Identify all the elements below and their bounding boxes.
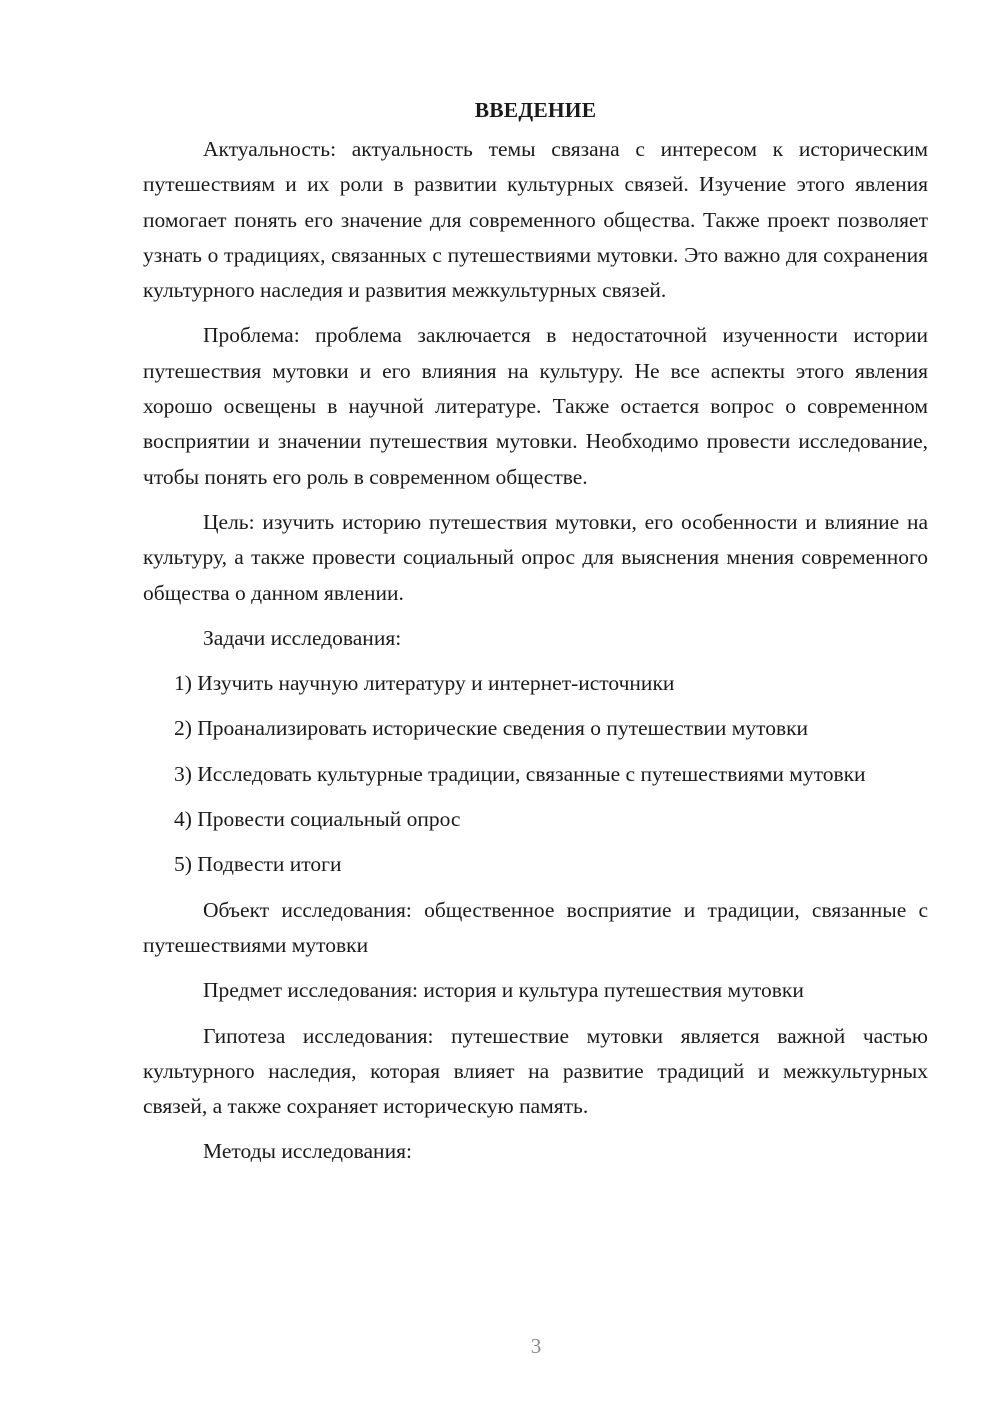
methods-heading: Методы исследования: <box>203 1139 412 1164</box>
paragraph-relevance: Актуальность: актуальность темы связана с интересом к историческим путешествиям и их роли в развитии культурных связей. Изучение этого явления помогает понять его значение для современного общества. Также проект позволяет узнать о традициях, связанных с путешествиями мутовки. Это важно для сохранения культурного наследия и развития межкультурных связей. <box>143 137 928 303</box>
task-item-1: 1) Изучить научную литературу и интернет-источники <box>174 671 675 696</box>
section-title: ВВЕДЕНИЕ <box>474 98 597 122</box>
task-item-3: 3) Исследовать культурные традиции, связанные с путешествиями мутовки <box>174 761 866 786</box>
task-item-2: 2) Проанализировать исторические сведения о путешествии мутовки <box>174 716 809 741</box>
task-item-5: 5) Подвести итоги <box>174 852 342 877</box>
document-page <box>143 92 928 1180</box>
paragraph-hypothesis: Гипотеза исследования: путешествие мутовки является важной частью культурного наследия, которая влияет на развитие традиций и межкультурных связей, а также сохраняет историческую память. <box>143 1023 928 1119</box>
page-number: 3 <box>530 1334 542 1358</box>
task-item-4: 4) Провести социальный опрос <box>174 807 461 832</box>
paragraph-goal: Цель: изучить историю путешествия мутовки, его особенности и влияние на культуру, а также провести социальный опрос для выяснения мнения современного общества о данном явлении. <box>143 509 928 605</box>
paragraph-subject: Предмет исследования: история и культура путешествия мутовки <box>203 978 804 1003</box>
paragraph-object: Объект исследования: общественное восприятие и традиции, связанные с путешествиями мутовки <box>143 897 928 957</box>
paragraph-problem: Проблема: проблема заключается в недостаточной изученности истории путешествия мутовки и его влияния на культуру. Не все аспекты этого явления хорошо освещены в научной литературе. Также остается вопрос о современном восприятии и значении путешествия мутовки. Необходимо провести исследование, чтобы понять его роль в современном обществе. <box>143 323 928 489</box>
tasks-heading: Задачи исследования: <box>203 625 402 650</box>
